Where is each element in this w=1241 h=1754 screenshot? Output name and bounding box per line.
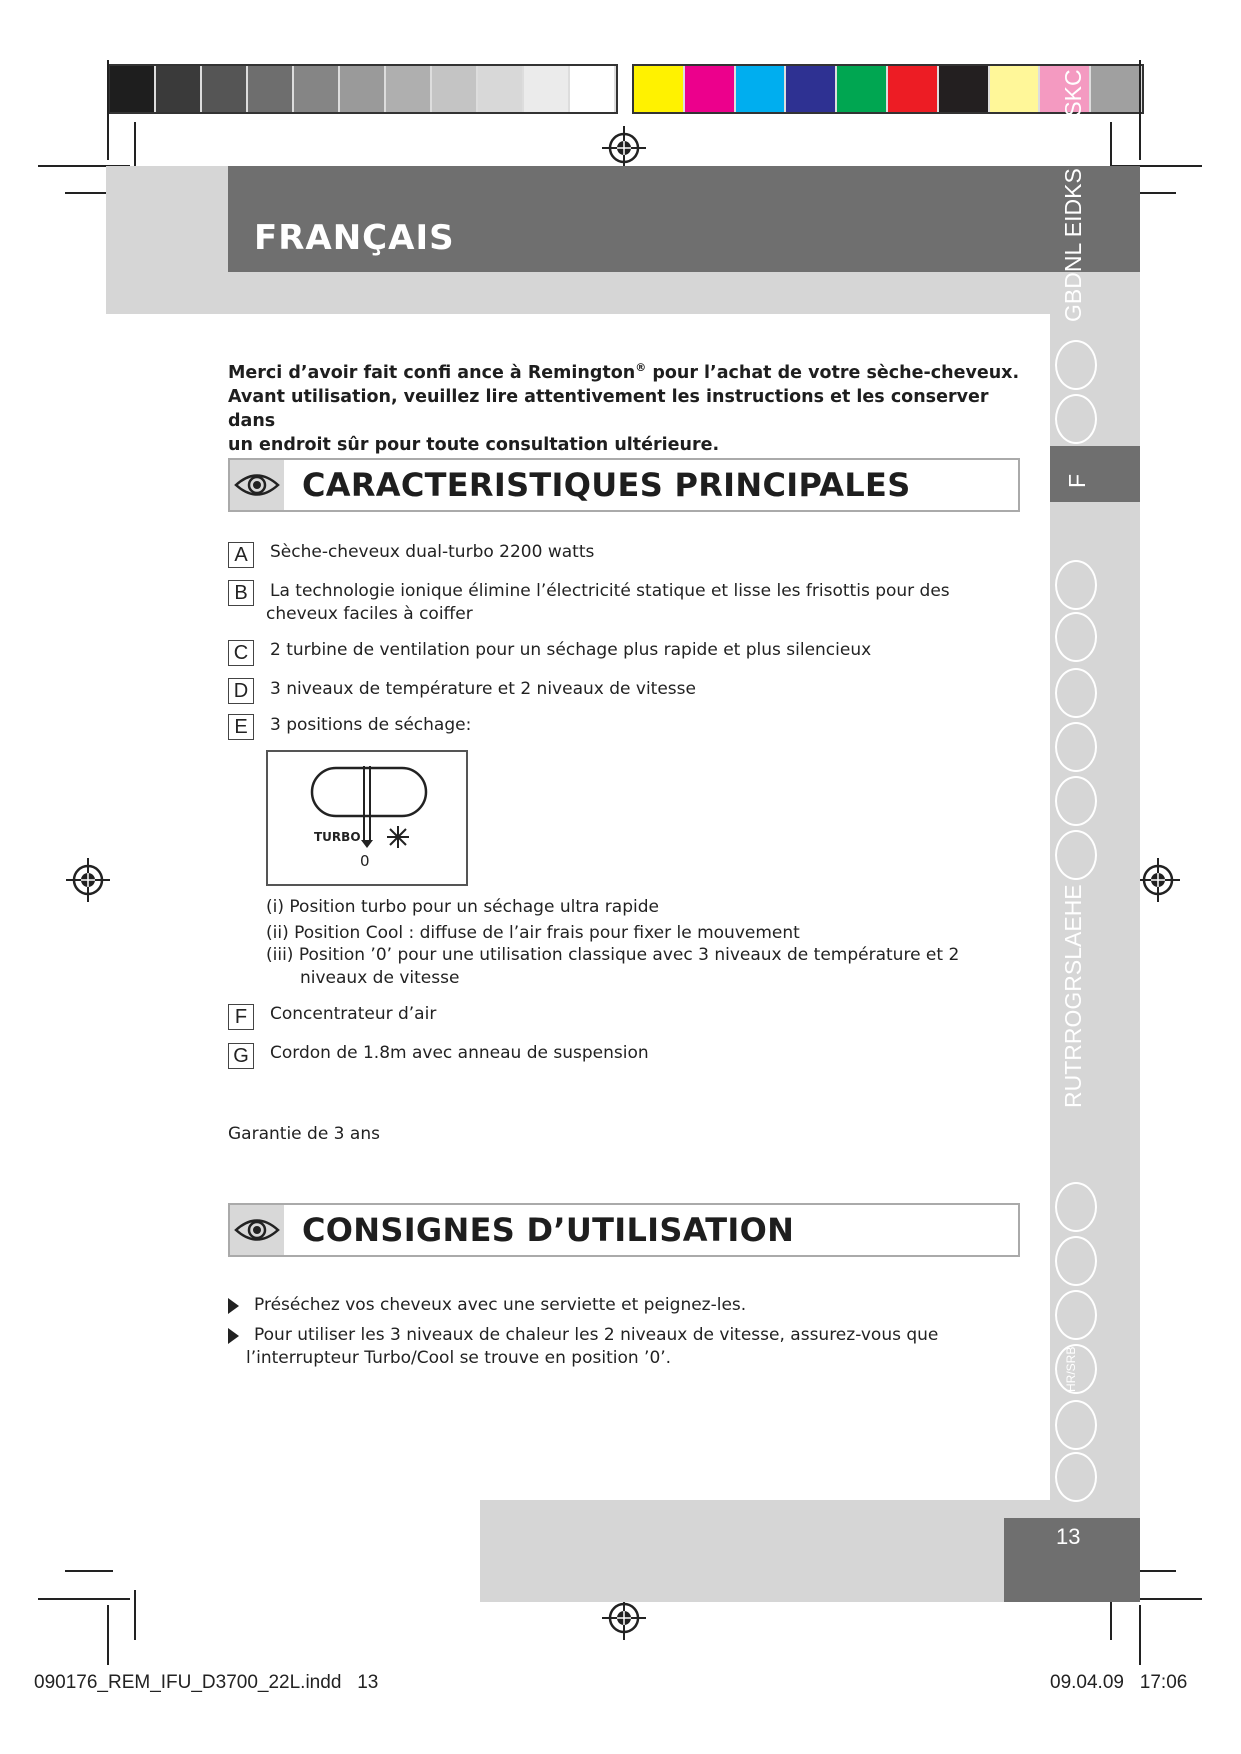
warranty-text: Garantie de 3 ans [228, 1124, 380, 1144]
registration-mark-icon [602, 1596, 646, 1640]
switch-diagram [266, 750, 468, 886]
section-heading-box [228, 1203, 1020, 1257]
color-swatch [1091, 66, 1142, 112]
instruction-item: Pour utiliser les 3 niveaux de chaleur les 2 niveaux de vitesse, assurez-vous que [254, 1325, 939, 1345]
crop-mark [134, 122, 136, 172]
feature-letter-c: C [228, 640, 254, 666]
feature-text-g: Cordon de 1.8m avec anneau de suspension [270, 1043, 649, 1063]
language-tab-circle [1055, 1182, 1097, 1232]
feature-text-f: Concentrateur d’air [270, 1004, 437, 1024]
color-swatch [386, 66, 432, 112]
header-band [228, 166, 1140, 272]
language-tab-circle [1055, 668, 1097, 718]
sidebar-language-codes-middle: RUTRROGRSLAEHE [1060, 884, 1086, 1108]
intro-text [228, 356, 1028, 457]
color-swatch [990, 66, 1041, 112]
color-swatch [110, 66, 156, 112]
eye-icon-box [230, 460, 284, 510]
color-swatch [837, 66, 888, 112]
eye-icon [230, 460, 284, 510]
color-swatch [524, 66, 570, 112]
color-swatch [340, 66, 386, 112]
crop-mark [107, 60, 109, 160]
feature-text-a: Sèche-cheveux dual-turbo 2200 watts [270, 542, 595, 562]
color-swatch [939, 66, 990, 112]
language-tab-circle [1055, 1344, 1097, 1394]
language-tab-circle [1055, 340, 1097, 390]
position-item: (ii) Position Cool : diffuse de l’air frais pour fixer le mouvement [266, 923, 800, 943]
footer-file-name: 090176_REM_IFU_D3700_22L.indd 13 [34, 1672, 379, 1693]
color-swatch [294, 66, 340, 112]
registration-mark-icon [602, 126, 646, 170]
color-swatch [786, 66, 837, 112]
language-tab-circle [1055, 612, 1097, 662]
color-swatch [888, 66, 939, 112]
section-heading: CARACTERISTIQUES PRINCIPALES [302, 466, 911, 504]
section-heading-box [228, 458, 1020, 512]
eye-icon [230, 1205, 284, 1255]
crop-mark [107, 1605, 109, 1665]
feature-letter-d: D [228, 678, 254, 704]
feature-text-d: 3 niveaux de température et 2 niveaux de vitesse [270, 679, 696, 699]
feature-text-e: 3 positions de séchage: [270, 715, 472, 735]
instruction-item: Préséchez vos cheveux avec une serviette et peignez-les. [254, 1295, 747, 1315]
language-tab-circle [1055, 830, 1097, 880]
crop-mark [1110, 122, 1112, 172]
instruction-item-cont: l’interrupteur Turbo/Cool se trouve en position ’0’. [246, 1348, 672, 1368]
sidebar-active-code: F [1064, 473, 1090, 488]
language-tab-circle [1055, 1400, 1097, 1450]
crop-mark [65, 1570, 113, 1572]
color-swatch [248, 66, 294, 112]
language-tab-circle [1055, 560, 1097, 610]
eye-icon-box [230, 1205, 284, 1255]
language-tab-circle [1055, 1290, 1097, 1340]
feature-text-c: 2 turbine de ventilation pour un séchage plus rapide et plus silencieux [270, 640, 872, 660]
intro-line-3: un endroit sûr pour toute consultation ultérieure. [228, 434, 720, 455]
sidebar-language-codes-top: GBDNL EIDKS [1060, 168, 1086, 322]
language-tab-circle [1055, 394, 1097, 444]
registration-mark-icon [1136, 858, 1180, 902]
page-title: FRANÇAIS [254, 218, 455, 258]
feature-letter-f: F [228, 1004, 254, 1030]
position-item-cont: niveaux de vitesse [300, 968, 460, 988]
bullet-arrow-icon [228, 1328, 239, 1344]
language-tab-circle [1055, 1236, 1097, 1286]
feature-letter-b: B [228, 580, 254, 606]
position-item: (i) Position turbo pour un séchage ultra rapide [266, 897, 659, 917]
grayscale-color-bar [108, 64, 618, 114]
intro-line-1: Merci d’avoir fait confi ance à Remington® pour l’achat de votre sèche-cheveux. [228, 361, 1020, 383]
color-swatch [634, 66, 685, 112]
language-tab-circle [1055, 776, 1097, 826]
crop-mark [38, 1598, 130, 1600]
color-swatch [736, 66, 787, 112]
crop-mark [1139, 1605, 1141, 1665]
turbo-label: TURBO [314, 830, 361, 844]
section-heading: CONSIGNES D’UTILISATION [302, 1211, 795, 1249]
feature-text-b: La technologie ionique élimine l’électricité statique et lisse les frisottis pour des [270, 581, 950, 601]
feature-letter-a: A [228, 542, 254, 568]
bullet-arrow-icon [228, 1298, 239, 1314]
language-tab-circle [1055, 722, 1097, 772]
footer-date: 09.04.09 17:06 [1050, 1672, 1188, 1693]
registration-mark-icon [66, 858, 110, 902]
color-swatch [685, 66, 736, 112]
page-number: 13 [1056, 1524, 1081, 1549]
crop-mark [1139, 60, 1141, 160]
crop-mark [134, 1590, 136, 1640]
color-swatch [432, 66, 478, 112]
feature-letter-e: E [228, 714, 254, 740]
color-swatch [570, 66, 616, 112]
color-swatch [478, 66, 524, 112]
feature-letter-g: G [228, 1043, 254, 1069]
page-number-block [1004, 1518, 1140, 1602]
color-swatch [156, 66, 202, 112]
feature-text-b-cont: cheveux faciles à coiffer [266, 604, 473, 624]
zero-label: 0 [360, 852, 370, 870]
color-swatch [202, 66, 248, 112]
position-item: (iii) Position ’0’ pour une utilisation classique avec 3 niveaux de température et 2 [266, 945, 960, 965]
sidebar-language-codes-small: HR/SRB [1064, 1346, 1078, 1392]
intro-line-2: Avant utilisation, veuillez lire attentivement les instructions et les conserver dans [228, 386, 989, 431]
language-tab-circle [1055, 1452, 1097, 1502]
sidebar-language-codes-partial: PSKC [1060, 69, 1086, 132]
